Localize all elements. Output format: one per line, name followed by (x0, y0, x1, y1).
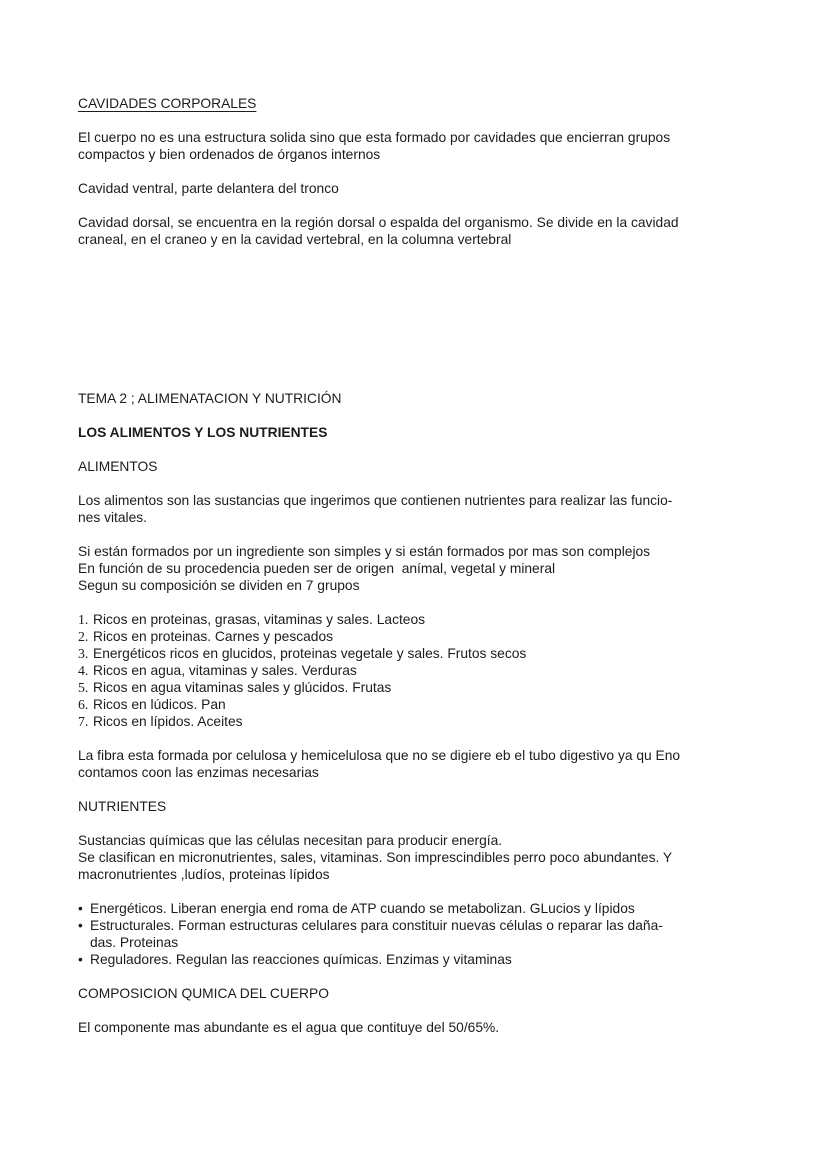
paragraph-line: contamos coon las enzimas necesarias (78, 765, 319, 780)
paragraph-line: En función de su procedencia pueden ser de origen anímal, vegetal y mineral (78, 561, 556, 576)
food-groups-numbered-list (78, 611, 768, 730)
paragraph-line: Energéticos. Liberan energia end roma de ATP cuando se metabolizan. GLucios y lípidos (90, 901, 635, 916)
paragraph-line: Reguladores. Regulan las reacciones químicas. Enzimas y vitaminas (90, 952, 512, 967)
paragraph-simples-complejos (78, 543, 768, 594)
paragraph-line: El cuerpo no es una estructura solida sino que esta formado por cavidades que encierran grupos (78, 130, 671, 145)
paragraph-line: Segun su composición se dividen en 7 grupos (78, 578, 360, 593)
bullet-item-text (90, 900, 768, 917)
heading-composicion-quimica: COMPOSICION QUMICA DEL CUERPO (78, 986, 329, 1001)
heading-nutrientes: NUTRIENTES (78, 799, 167, 814)
paragraph-cavidad-dorsal (78, 214, 768, 248)
list-item-text: Energéticos ricos en glucidos, proteinas vegetale y sales. Frutos secos (93, 646, 527, 661)
paragraph-line: Si están formados por un ingrediente son simples y si están formados por mas son complejos (78, 544, 651, 559)
list-item (78, 611, 768, 628)
paragraph-line: craneal, en el craneo y en la cavidad vertebral, en la columna vertebral (78, 232, 512, 247)
bullet-item (78, 900, 768, 917)
paragraph-line: Estructurales. Forman estructuras celulares para constituir nuevas células o reparar las daña- (90, 918, 663, 933)
list-number: 5. (78, 680, 89, 695)
list-item (78, 645, 768, 662)
empty-space (78, 265, 768, 390)
paragraph-alimentos-intro (78, 492, 768, 526)
bullet-marker: • (78, 918, 83, 933)
list-item (78, 628, 768, 645)
list-item (78, 713, 768, 730)
tema2-title: TEMA 2 ; ALIMENATACION Y NUTRICIÓN (78, 391, 342, 406)
paragraph-line: Se clasifican en micronutrientes, sales, vitaminas. Son imprescindibles perro poco abundantes. Y (78, 850, 673, 865)
paragraph-cuerpo-cavidades (78, 129, 768, 163)
list-number: 3. (78, 646, 89, 661)
list-item-text: Ricos en proteinas, grasas, vitaminas y sales. Lacteos (93, 612, 426, 627)
list-item-text: Ricos en lípidos. Aceites (93, 714, 243, 729)
paragraph-cavidad-ventral (78, 180, 768, 197)
list-item (78, 679, 768, 696)
paragraph-componente-agua (78, 1019, 768, 1036)
paragraph-line: La fibra esta formada por celulosa y hemicelulosa que no se digiere eb el tubo digestivo ya qu Eno (78, 748, 681, 763)
paragraph-line: Cavidad dorsal, se encuentra en la región dorsal o espalda del organismo. Se divide en la cavidad (78, 215, 679, 230)
paragraph-nutrientes-intro (78, 832, 768, 883)
list-number: 6. (78, 697, 89, 712)
bullet-item (78, 917, 768, 951)
heading-alimentos: ALIMENTOS (78, 459, 158, 474)
bullet-item-text (90, 917, 768, 951)
section-heading-cavidades: CAVIDADES CORPORALES (78, 96, 257, 111)
list-item (78, 696, 768, 713)
paragraph-fibra (78, 747, 768, 781)
bullet-item-text (90, 951, 768, 968)
list-number: 7. (78, 714, 89, 729)
list-number: 2. (78, 629, 89, 644)
paragraph-line: Cavidad ventral, parte delantera del tronco (78, 181, 339, 196)
paragraph-line: das. Proteinas (90, 935, 179, 950)
paragraph-line: nes vitales. (78, 510, 148, 525)
paragraph-line: compactos y bien ordenados de órganos internos (78, 147, 381, 162)
heading-los-alimentos-y-nutrientes: LOS ALIMENTOS Y LOS NUTRIENTES (78, 425, 328, 440)
list-item-text: Ricos en lúdicos. Pan (93, 697, 226, 712)
nutrient-types-bullet-list (78, 900, 768, 968)
list-item (78, 662, 768, 679)
paragraph-line: Los alimentos son las sustancias que ingerimos que contienen nutrientes para realizar las funcio- (78, 493, 673, 508)
bullet-marker: • (78, 901, 83, 916)
list-number: 4. (78, 663, 89, 678)
paragraph-line: El componente mas abundante es el agua que contituye del 50/65%. (78, 1020, 500, 1035)
paragraph-line: Sustancias químicas que las células necesitan para producir energía. (78, 833, 503, 848)
list-item-text: Ricos en agua vitaminas sales y glúcidos. Frutas (93, 680, 392, 695)
bullet-item (78, 951, 768, 968)
list-number: 1. (78, 612, 89, 627)
list-item-text: Ricos en agua, vitaminas y sales. Verduras (93, 663, 357, 678)
list-item-text: Ricos en proteinas. Carnes y pescados (93, 629, 334, 644)
paragraph-line: macronutrientes ,ludíos, proteinas lípidos (78, 867, 330, 882)
bullet-marker: • (78, 952, 83, 967)
